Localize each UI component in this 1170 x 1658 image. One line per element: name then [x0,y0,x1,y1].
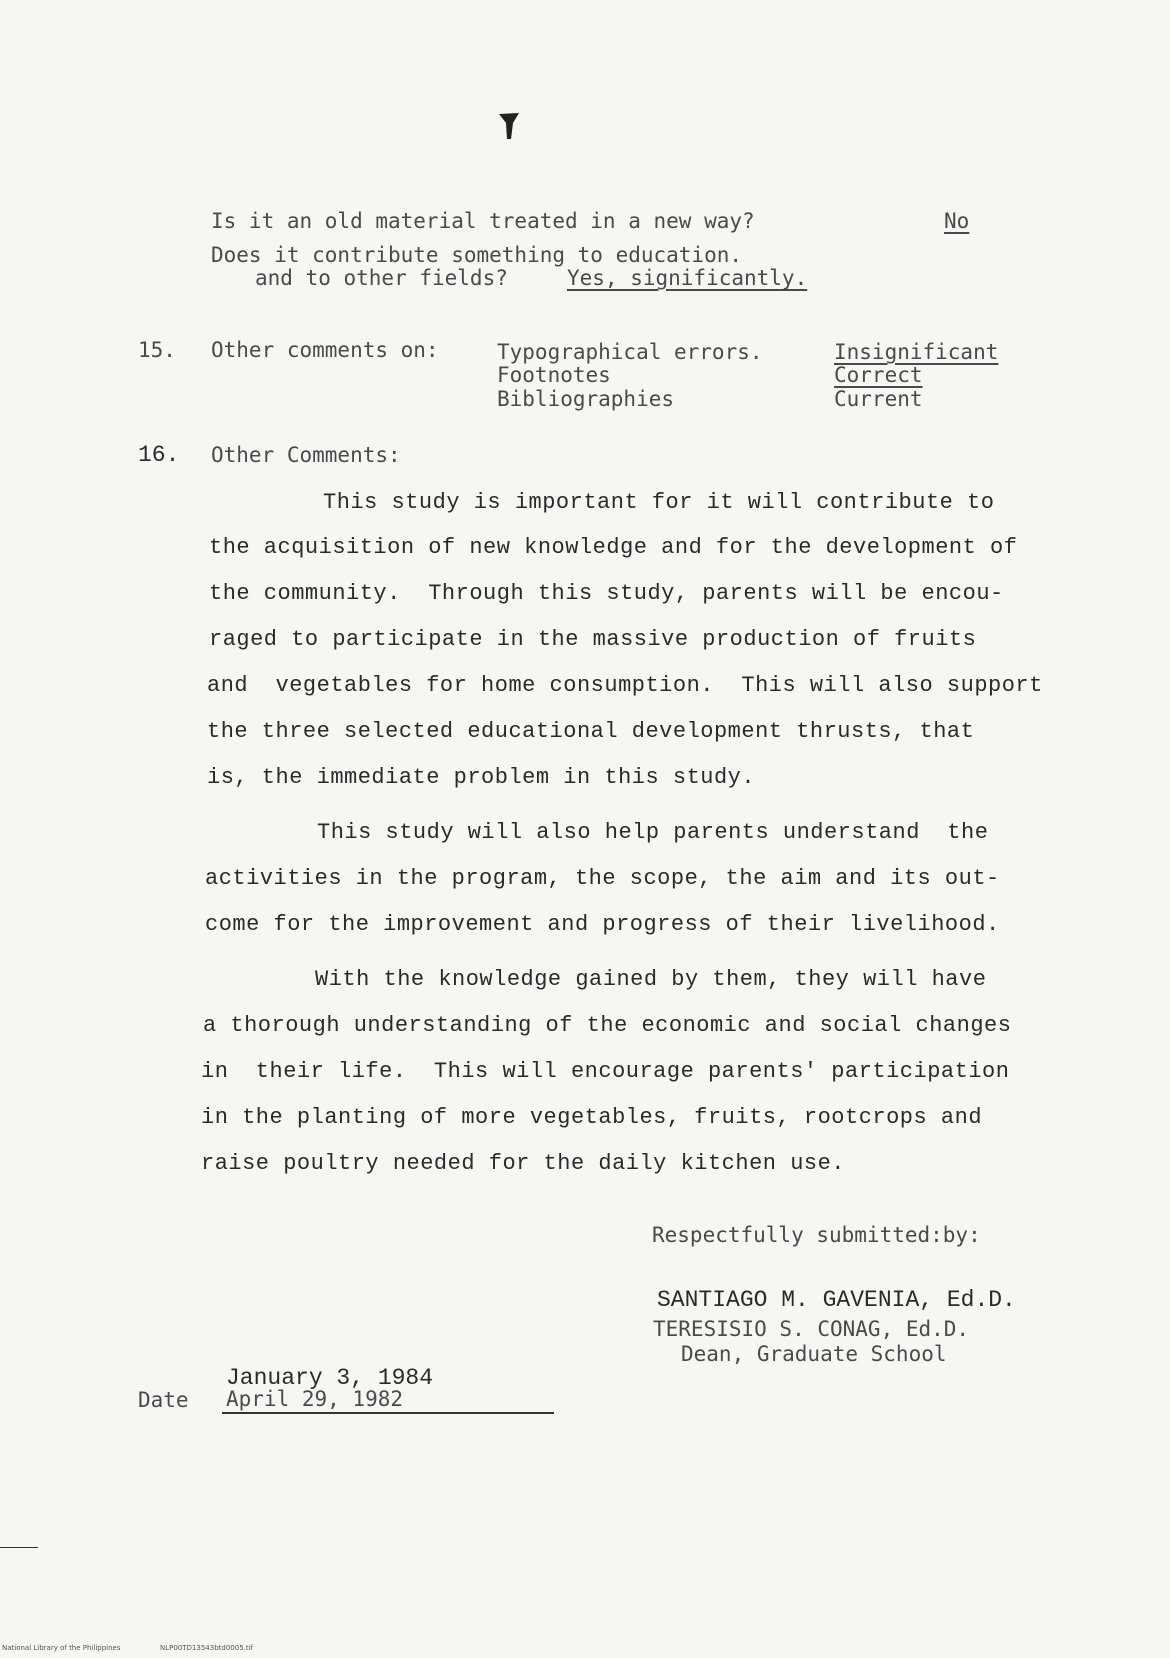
item-16-number: 16. [138,442,180,468]
question-contribute-line1: Does it contribute something to education. [211,243,743,267]
item-15-rating-footnotes: Correct [834,363,923,387]
date-value-1: January 3, 1984 [226,1365,434,1391]
closing-text: Respectfully submitted:by: [652,1223,981,1247]
signatory-name-1: SANTIAGO M. GAVENIA, Ed.D. [657,1287,1016,1313]
footer-file: NLP00TD13543btd0005.tif [160,1644,254,1652]
comment-line: and vegetables for home consumption. This will also support [207,673,1043,698]
answer-old-material: No [944,209,970,233]
item-15-rating-bibliographies: Current [834,387,923,411]
date-value-2: April 29, 1982 [226,1387,404,1411]
item-16-label: Other Comments: [211,443,401,467]
item-15-label: Other comments on: [211,338,439,362]
comment-line: activities in the program, the scope, the aim and its out- [205,866,1000,891]
ink-mark-icon [497,111,521,141]
question-old-material: Is it an old material treated in a new way? [211,209,755,233]
comment-line: This study is important for it will contribute to [323,490,995,515]
comment-line: the acquisition of new knowledge and for the development of [209,535,1018,560]
page-edge-line [0,1547,38,1548]
signatory-title: Dean, Graduate School [681,1342,947,1366]
comment-line: a thorough understanding of the economic and social changes [203,1013,1012,1038]
comment-line: the three selected educational development thrusts, that [207,719,975,744]
comment-line: in their life. This will encourage parents' participation [201,1059,1010,1084]
signatory-name-2: TERESISIO S. CONAG, Ed.D. [653,1317,970,1341]
comment-line: the community. Through this study, parents will be encou- [209,581,1004,606]
comment-line: raise poultry needed for the daily kitchen use. [201,1151,846,1176]
item-15-number: 15. [138,338,176,362]
item-15-topic-footnotes: Footnotes [497,363,611,387]
comment-line: come for the improvement and progress of their livelihood. [205,912,1000,937]
question-contribute-line2: and to other fields? [255,266,508,290]
comment-line: is, the immediate problem in this study. [207,765,756,790]
date-underline [222,1412,554,1414]
comment-line: With the knowledge gained by them, they will have [315,967,987,992]
comment-line: raged to participate in the massive production of fruits [209,627,977,652]
date-label: Date [138,1388,189,1412]
item-15-topic-typographical: Typographical errors. [497,340,763,364]
item-15-topic-bibliographies: Bibliographies [497,387,675,411]
comment-line: This study will also help parents understand the [317,820,989,845]
footer-library: National Library of the Philippines [2,1644,121,1652]
comment-line: in the planting of more vegetables, fruits, rootcrops and [201,1105,983,1130]
item-15-rating-typographical: Insignificant [834,340,999,364]
answer-contribute: Yes, significantly. [567,266,808,290]
